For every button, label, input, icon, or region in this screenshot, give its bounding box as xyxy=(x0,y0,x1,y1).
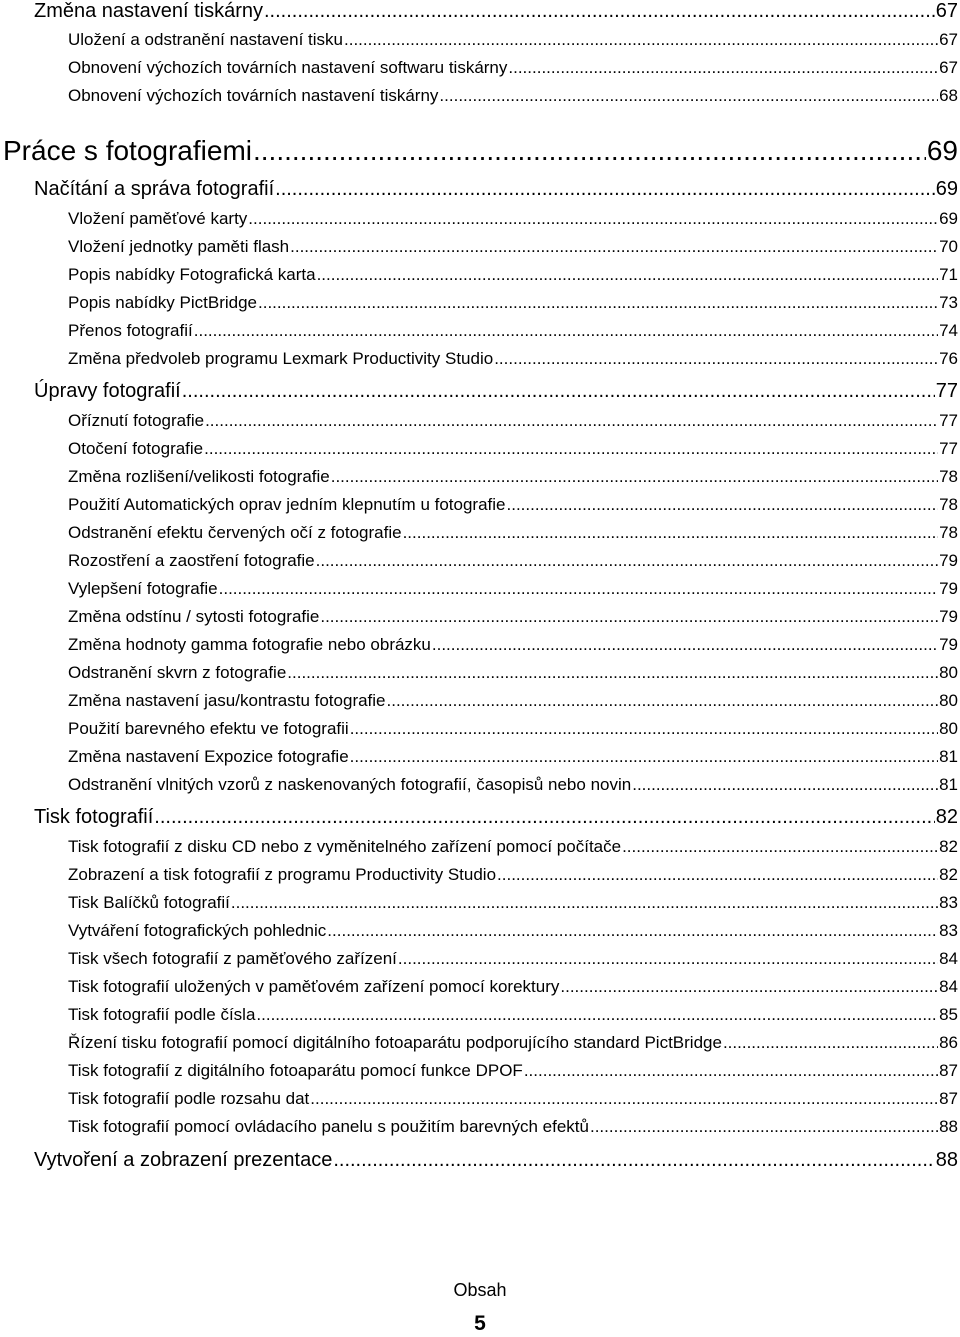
toc-dot-leader xyxy=(327,921,938,941)
toc-entry-title: Vytvoření a zobrazení prezentace xyxy=(34,1149,333,1171)
toc-entry-page: 67 xyxy=(935,0,958,22)
toc-dot-leader xyxy=(290,237,938,257)
toc-entry-title: Tisk fotografií podle rozsahu dat xyxy=(68,1089,310,1108)
toc-dot-leader xyxy=(264,0,935,23)
toc-entry-title: Načítání a správa fotografií xyxy=(34,178,275,200)
toc-dot-leader xyxy=(590,1117,938,1137)
toc-dot-leader xyxy=(387,691,939,711)
toc-dot-leader xyxy=(439,86,938,106)
toc-entry[interactable] xyxy=(68,747,958,767)
toc-entry-page: 81 xyxy=(939,747,958,766)
toc-entry[interactable] xyxy=(68,551,958,571)
toc-entry[interactable] xyxy=(68,635,958,655)
toc-entry-title: Popis nabídky PictBridge xyxy=(68,293,257,312)
toc-entry-title: Změna nastavení Expozice fotografie xyxy=(68,747,349,766)
toc-dot-leader xyxy=(494,349,938,369)
toc-entry[interactable] xyxy=(68,411,958,431)
toc-entry-title: Změna hodnoty gamma fotografie nebo obrázku xyxy=(68,635,431,654)
toc-entry-title: Otočení fotografie xyxy=(68,439,204,458)
toc-dot-leader xyxy=(497,865,938,885)
toc-entry-page: 87 xyxy=(939,1089,958,1108)
toc-entry-page: 77 xyxy=(939,411,958,430)
toc-entry-title: Použití barevného efektu ve fotografii xyxy=(68,719,349,738)
toc-entry[interactable] xyxy=(68,467,958,487)
toc-entry-page: 74 xyxy=(939,321,958,340)
toc-entry-title: Vytváření fotografických pohlednic xyxy=(68,921,327,940)
toc-dot-leader xyxy=(204,439,938,459)
toc-entry-title: Změna nastavení jasu/kontrastu fotografie xyxy=(68,691,386,710)
toc-entry-page: 85 xyxy=(939,1005,958,1024)
toc-section-entry[interactable] xyxy=(34,1149,958,1172)
toc-dot-leader xyxy=(316,551,938,571)
toc-dot-leader xyxy=(310,1089,938,1109)
toc-entry[interactable] xyxy=(68,837,958,857)
toc-entry-page: 71 xyxy=(939,265,958,284)
toc-dot-leader xyxy=(194,321,938,341)
toc-dot-leader xyxy=(275,178,935,201)
toc-entry[interactable] xyxy=(68,237,958,257)
toc-dot-leader xyxy=(507,495,939,515)
toc-entry-title: Popis nabídky Fotografická karta xyxy=(68,265,316,284)
toc-entry[interactable] xyxy=(68,86,958,106)
toc-dot-leader xyxy=(317,265,939,285)
toc-entry-title: Uložení a odstranění nastavení tisku xyxy=(68,30,343,49)
toc-entry-page: 69 xyxy=(935,178,958,200)
toc-entry[interactable] xyxy=(68,949,958,969)
toc-entry[interactable] xyxy=(68,30,958,50)
toc-entry-page: 84 xyxy=(939,949,958,968)
toc-entry-title: Tisk fotografií z disku CD nebo z vyměnitelného zařízení pomocí počítače xyxy=(68,837,622,856)
toc-entry-page: 70 xyxy=(939,237,958,256)
toc-entry-page: 79 xyxy=(939,551,958,570)
toc-entry[interactable] xyxy=(68,663,958,683)
toc-entry-title: Zobrazení a tisk fotografií z programu Productivity Studio xyxy=(68,865,497,884)
toc-dot-leader xyxy=(154,806,934,829)
toc-dot-leader xyxy=(622,837,938,857)
toc-entry-title: Vylepšení fotografie xyxy=(68,579,218,598)
toc-entry-page: 67 xyxy=(939,30,958,49)
toc-entry-title: Změna nastavení tiskárny xyxy=(34,0,263,22)
toc-dot-leader xyxy=(258,293,938,313)
toc-entry-page: 84 xyxy=(939,977,958,996)
toc-entry-title: Vložení jednotky paměti flash xyxy=(68,237,290,256)
toc-entry[interactable] xyxy=(68,1005,958,1025)
toc-entry-title: Tisk fotografií podle čísla xyxy=(68,1005,256,1024)
toc-entry-page: 78 xyxy=(939,523,958,542)
toc-entry-title: Řízení tisku fotografií pomocí digitálního fotoaparátu podporujícího standard PictBridge xyxy=(68,1033,722,1052)
toc-section-entry[interactable] xyxy=(34,806,958,829)
toc-entry-title: Tisk všech fotografií z paměťového zařízení xyxy=(68,949,397,968)
toc-entry[interactable] xyxy=(68,349,958,369)
toc-dot-leader xyxy=(723,1033,938,1053)
toc-dot-leader xyxy=(403,523,939,543)
toc-entry-title: Odstranění vlnitých vzorů z naskenovaných fotografií, časopisů nebo novin xyxy=(68,775,632,794)
toc-dot-leader xyxy=(632,775,938,795)
toc-entry-page: 77 xyxy=(939,439,958,458)
toc-entry-title: Použití Automatických oprav jedním klepnutím u fotografie xyxy=(68,495,506,514)
toc-dot-leader xyxy=(350,747,938,767)
toc-entry[interactable] xyxy=(34,0,958,23)
toc-entry-page: 68 xyxy=(939,86,958,105)
toc-dot-leader xyxy=(287,663,938,683)
toc-dot-leader xyxy=(350,719,938,739)
toc-dot-leader xyxy=(333,1149,934,1172)
toc-chapter-entry[interactable] xyxy=(3,135,958,167)
toc-entry-title: Obnovení výchozích továrních nastavení softwaru tiskárny xyxy=(68,58,508,77)
toc-entry[interactable] xyxy=(68,495,958,515)
toc-entry[interactable] xyxy=(68,691,958,711)
toc-entry[interactable] xyxy=(68,293,958,313)
toc-entry-page: 78 xyxy=(939,467,958,486)
toc-entry-page: 81 xyxy=(939,775,958,794)
footer-section-label: Obsah xyxy=(453,1280,507,1300)
toc-dot-leader xyxy=(331,467,938,487)
toc-dot-leader xyxy=(248,209,938,229)
toc-entry[interactable] xyxy=(68,579,958,599)
toc-entry-page: 79 xyxy=(939,579,958,598)
toc-entry[interactable] xyxy=(68,1033,958,1053)
toc-dot-leader xyxy=(344,30,938,50)
toc-entry-page: 82 xyxy=(935,806,958,828)
toc-entry[interactable] xyxy=(68,265,958,285)
toc-dot-leader xyxy=(524,1061,938,1081)
toc-entry-title: Tisk fotografií xyxy=(34,806,154,828)
toc-entry[interactable] xyxy=(68,921,958,941)
toc-entry-title: Tisk Balíčků fotografií xyxy=(68,893,230,912)
toc-dot-leader xyxy=(432,635,938,655)
toc-entry-title: Rozostření a zaostření fotografie xyxy=(68,551,315,570)
toc-entry-title: Změna předvoleb programu Lexmark Productivity Studio xyxy=(68,349,494,368)
toc-entry-title: Změna odstínu / sytosti fotografie xyxy=(68,607,320,626)
toc-entry[interactable] xyxy=(68,1061,958,1081)
toc-entry-page: 82 xyxy=(939,837,958,856)
toc-entry-page: 80 xyxy=(939,719,958,738)
toc-entry-page: 87 xyxy=(939,1061,958,1080)
toc-entry-title: Tisk fotografií z digitálního fotoaparátu pomocí funkce DPOF xyxy=(68,1061,523,1080)
toc-entry-title: Obnovení výchozích továrních nastavení tiskárny xyxy=(68,86,439,105)
toc-entry[interactable] xyxy=(68,865,958,885)
toc-entry-page: 76 xyxy=(939,349,958,368)
toc-entry[interactable] xyxy=(68,1117,958,1137)
toc-dot-leader xyxy=(398,949,938,969)
toc-entry[interactable] xyxy=(68,719,958,739)
toc-entry[interactable] xyxy=(68,977,958,997)
toc-entry[interactable] xyxy=(68,607,958,627)
toc-entry-title: Vložení paměťové karty xyxy=(68,209,248,228)
toc-entry-title: Tisk fotografií uložených v paměťovém zařízení pomocí korektury xyxy=(68,977,560,996)
toc-entry-page: 86 xyxy=(939,1033,958,1052)
toc-dot-leader xyxy=(219,579,938,599)
toc-dot-leader xyxy=(231,893,938,913)
toc-entry-title: Přenos fotografií xyxy=(68,321,193,340)
toc-entry[interactable] xyxy=(68,523,958,543)
toc-entry-page: 80 xyxy=(939,663,958,682)
toc-entry-title: Odstranění efektu červených očí z fotografie xyxy=(68,523,402,542)
toc-entry-page: 80 xyxy=(939,691,958,710)
toc-entry[interactable] xyxy=(68,439,958,459)
toc-entry-title: Změna rozlišení/velikosti fotografie xyxy=(68,467,330,486)
toc-dot-leader xyxy=(320,607,938,627)
toc-entry-title: Práce s fotografiemi xyxy=(3,135,252,166)
toc-dot-leader xyxy=(256,1005,938,1025)
toc-entry[interactable] xyxy=(68,893,958,913)
toc-entry-page: 73 xyxy=(939,293,958,312)
toc-entry-page: 83 xyxy=(939,921,958,940)
toc-dot-leader xyxy=(182,380,935,403)
toc-dot-leader xyxy=(508,58,938,78)
toc-entry-page: 88 xyxy=(939,1117,958,1136)
toc-entry-page: 79 xyxy=(939,607,958,626)
toc-entry[interactable] xyxy=(68,58,958,78)
toc-entry-page: 67 xyxy=(939,58,958,77)
toc-entry-page: 82 xyxy=(939,865,958,884)
toc-section-entry[interactable] xyxy=(34,380,958,403)
toc-entry-page: 78 xyxy=(939,495,958,514)
toc-entry[interactable] xyxy=(68,209,958,229)
toc-entry-title: Úpravy fotografií xyxy=(34,380,181,402)
toc-entry-title: Odstranění skvrn z fotografie xyxy=(68,663,287,682)
toc-dot-leader xyxy=(205,411,938,431)
toc-entry-page: 69 xyxy=(939,209,958,228)
toc-entry-page: 88 xyxy=(935,1149,958,1171)
toc-entry[interactable] xyxy=(68,1089,958,1109)
toc-entry-page: 69 xyxy=(926,135,958,166)
toc-entry[interactable] xyxy=(68,321,958,341)
toc-entry-title: Oříznutí fotografie xyxy=(68,411,205,430)
toc-dot-leader xyxy=(560,977,938,997)
toc-entry-title: Tisk fotografií pomocí ovládacího panelu s použitím barevných efektů xyxy=(68,1117,589,1136)
toc-dot-leader xyxy=(253,135,926,167)
toc-entry[interactable] xyxy=(68,775,958,795)
toc-entry-page: 83 xyxy=(939,893,958,912)
toc-entry-page: 79 xyxy=(939,635,958,654)
toc-entry-page: 77 xyxy=(935,380,958,402)
footer-page-number: 5 xyxy=(474,1312,486,1335)
toc-section-entry[interactable] xyxy=(34,178,958,201)
